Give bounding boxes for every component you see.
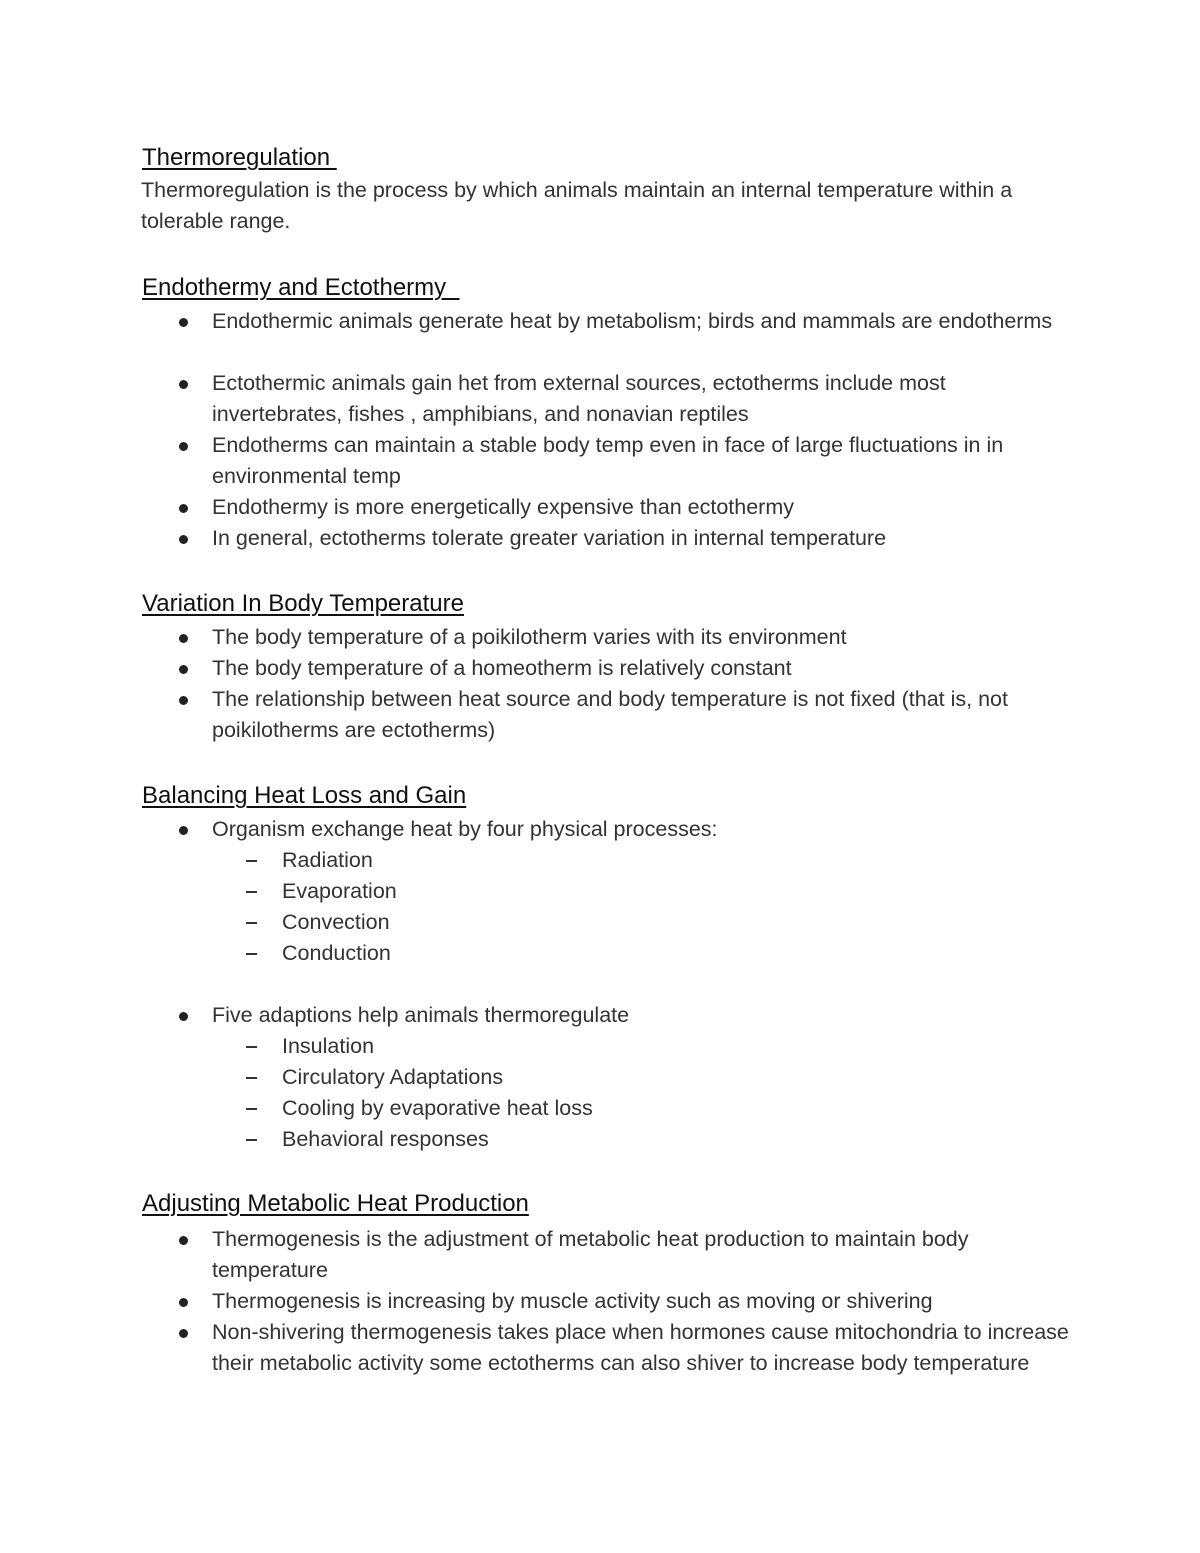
heading-adjusting-metabolic-heat: Adjusting Metabolic Heat Production xyxy=(142,1190,529,1217)
bullet-icon xyxy=(179,1012,188,1021)
list-item: In general, ectotherms tolerate greater variation in internal temperature xyxy=(212,526,887,550)
dash-icon xyxy=(246,922,257,924)
bullet-icon xyxy=(179,1236,188,1245)
heading-thermoregulation: Thermoregulation xyxy=(142,144,337,171)
bullet-icon xyxy=(179,1298,188,1307)
sub-list-item: Circulatory Adaptations xyxy=(282,1065,504,1089)
sub-list-item: Conduction xyxy=(282,941,391,965)
heading-endothermy-ectothermy: Endothermy and Ectothermy xyxy=(142,274,460,301)
dash-icon xyxy=(246,1046,257,1048)
bullet-icon xyxy=(179,535,188,544)
paragraph-thermoregulation: Thermoregulation is the process by which animals maintain an internal temperature within a tolerable range. xyxy=(141,178,1013,233)
sub-list-item: Cooling by evaporative heat loss xyxy=(282,1096,593,1120)
list-item: Non-shivering thermogenesis takes place when hormones cause mitochondria to increase their metabolic activity some ectotherms can also shiver to increase body temperature xyxy=(212,1320,1069,1375)
list-item: Five adaptions help animals thermoregulate xyxy=(212,1003,630,1027)
list-item: Organism exchange heat by four physical processes: xyxy=(212,817,718,841)
list-item: The body temperature of a poikilotherm varies with its environment xyxy=(212,625,847,649)
heading-variation-body-temperature: Variation In Body Temperature xyxy=(142,590,464,617)
bullet-icon xyxy=(179,634,188,643)
dash-icon xyxy=(246,1139,257,1141)
list-item: Endothermic animals generate heat by metabolism; birds and mammals are endotherms xyxy=(212,309,1053,333)
dash-icon xyxy=(246,953,257,955)
sub-list-item: Convection xyxy=(282,910,390,934)
bullet-icon xyxy=(179,826,188,835)
list-item: Endotherms can maintain a stable body temp even in face of large fluctuations in in environmental temp xyxy=(212,433,1004,488)
list-item: Ectothermic animals gain het from external sources, ectotherms include most invertebrates, fishes , amphibians, and nonavian reptiles xyxy=(212,371,946,426)
bullet-icon xyxy=(179,696,188,705)
sub-list-item: Insulation xyxy=(282,1034,375,1058)
bullet-icon xyxy=(179,318,188,327)
bullet-icon xyxy=(179,442,188,451)
bullet-icon xyxy=(179,1329,188,1338)
list-item: Thermogenesis is the adjustment of metabolic heat production to maintain body temperature xyxy=(212,1227,969,1282)
list-item: The body temperature of a homeotherm is relatively constant xyxy=(212,656,792,680)
list-item: Endothermy is more energetically expensive than ectothermy xyxy=(212,495,794,519)
bullet-icon xyxy=(179,504,188,513)
dash-icon xyxy=(246,891,257,893)
dash-icon xyxy=(246,1077,257,1079)
bullet-icon xyxy=(179,380,188,389)
heading-balancing-heat: Balancing Heat Loss and Gain xyxy=(142,782,467,809)
dash-icon xyxy=(246,860,257,862)
bullet-icon xyxy=(179,665,188,674)
sub-list-item: Evaporation xyxy=(282,879,397,903)
sub-list-item: Radiation xyxy=(282,848,373,872)
list-item: Thermogenesis is increasing by muscle activity such as moving or shivering xyxy=(212,1289,933,1313)
list-item: The relationship between heat source and body temperature is not fixed (that is, not poikilotherms are ectotherms) xyxy=(212,687,1008,742)
sub-list-item: Behavioral responses xyxy=(282,1127,489,1151)
dash-icon xyxy=(246,1108,257,1110)
